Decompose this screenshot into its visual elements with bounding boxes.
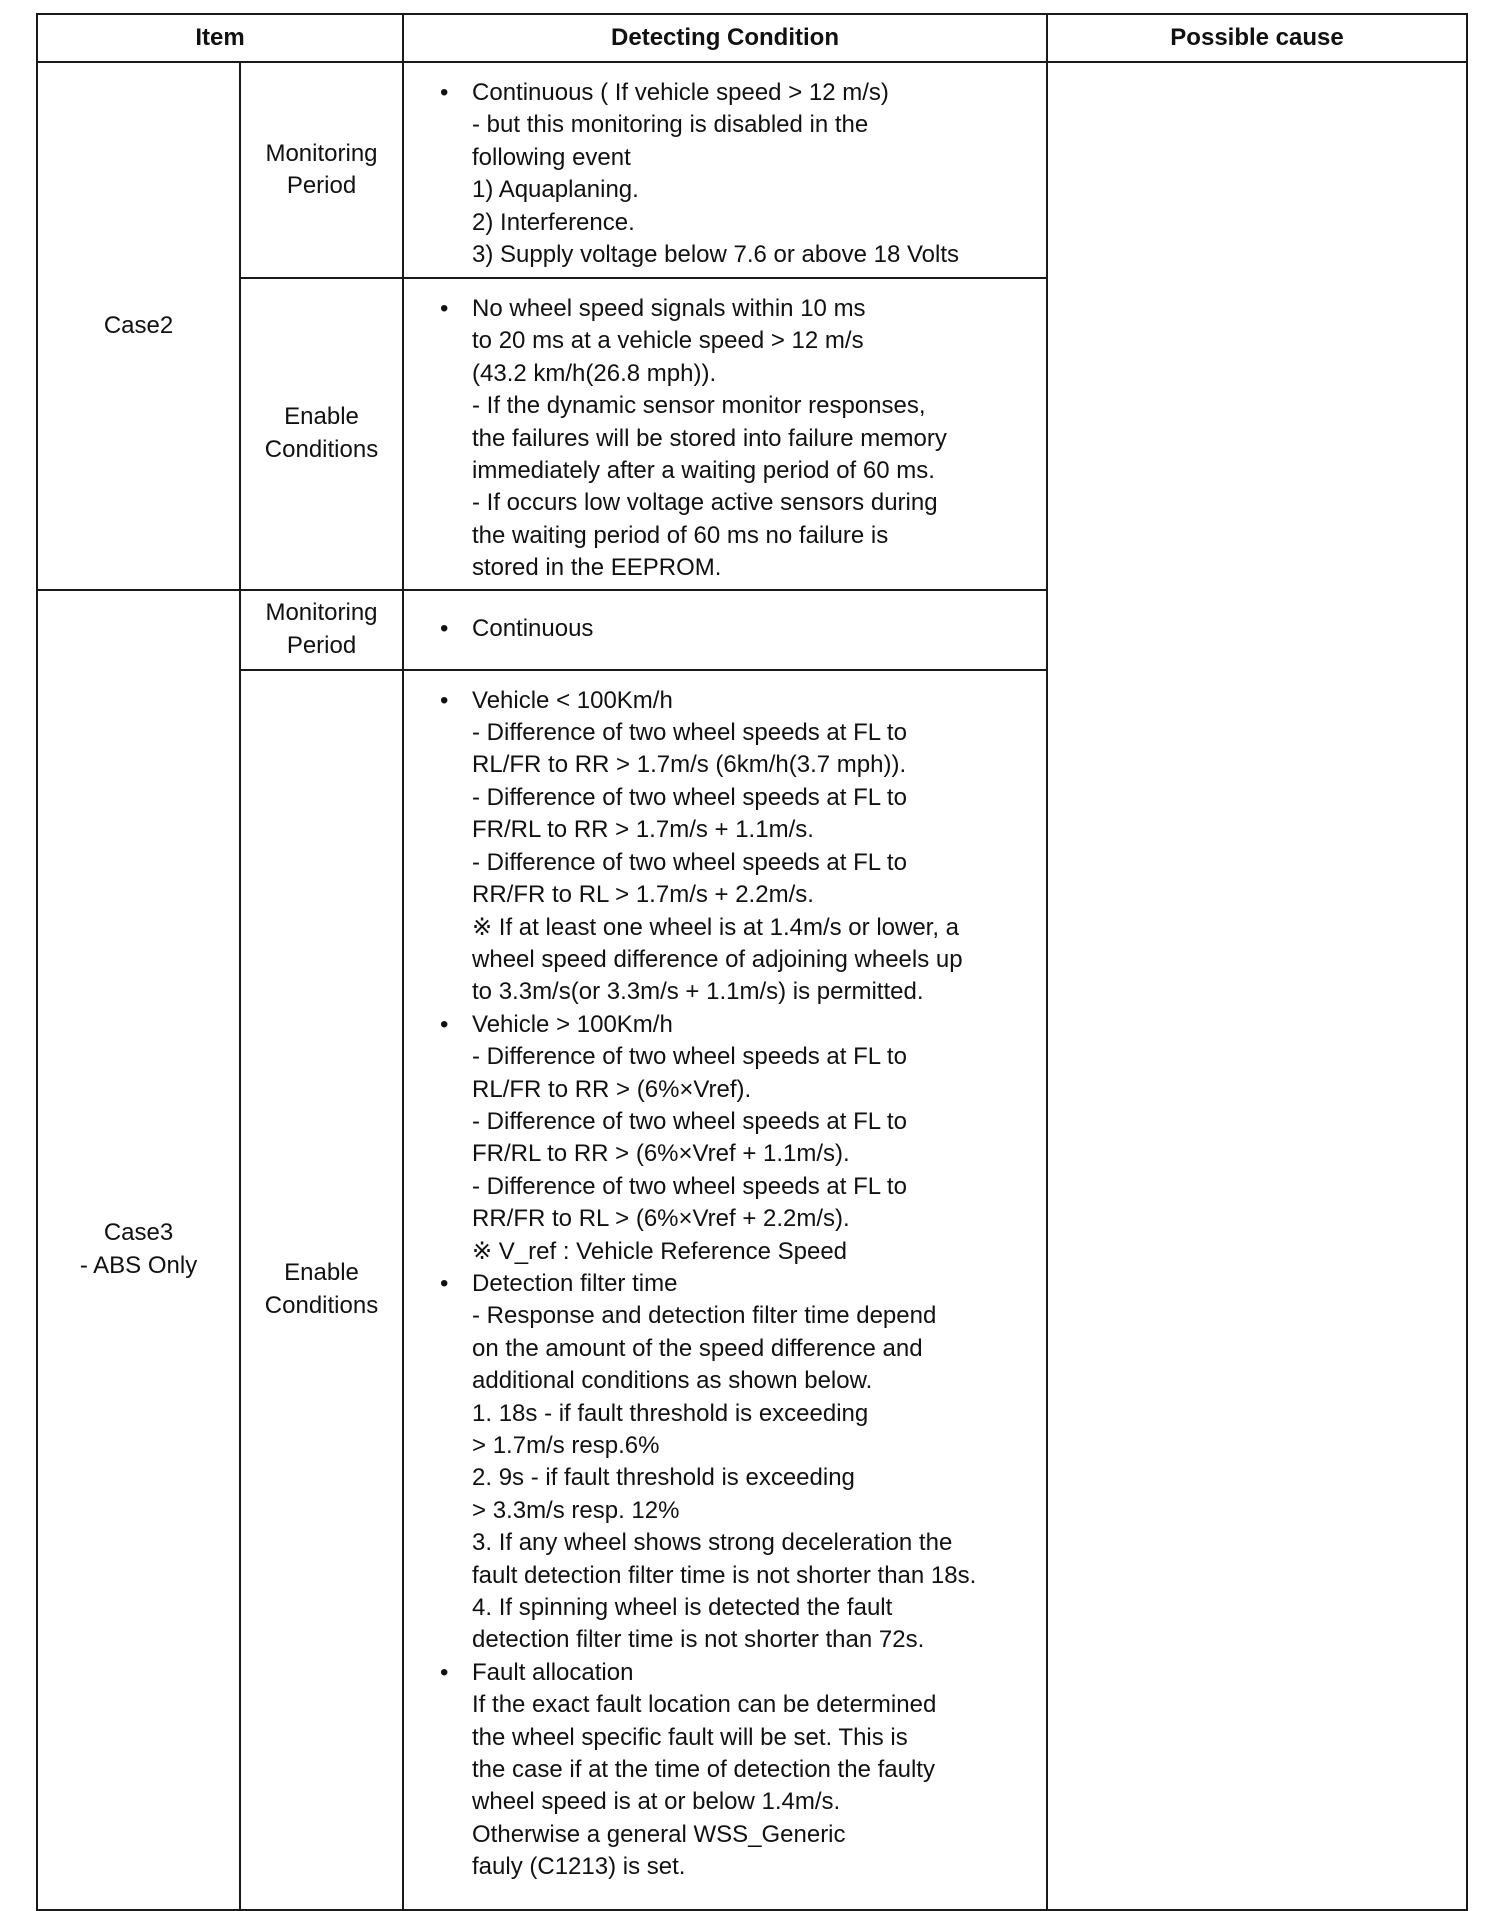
case2-enable-label bbox=[240, 278, 403, 590]
label-line: Monitoring bbox=[265, 599, 378, 627]
condition-line: - Difference of two wheel speeds at FL to bbox=[472, 1107, 907, 1135]
case3-label bbox=[37, 590, 240, 1910]
condition-line: RL/FR to RR > (6%×Vref). bbox=[472, 1075, 752, 1103]
case2-monitoring-label bbox=[240, 62, 403, 278]
header-possible-cause: Possible cause bbox=[1047, 14, 1467, 62]
condition-line: following event bbox=[472, 143, 631, 171]
label-line: Conditions bbox=[264, 1291, 379, 1319]
condition-line: ※ V_ref : Vehicle Reference Speed bbox=[472, 1237, 848, 1265]
case2-monitoring-condition bbox=[403, 62, 1047, 278]
condition-line: the failures will be stored into failure memory bbox=[472, 424, 947, 452]
condition-line: on the amount of the speed difference and bbox=[472, 1334, 923, 1362]
condition-line: - Difference of two wheel speeds at FL to bbox=[472, 719, 907, 747]
case2-label: Case2 bbox=[37, 62, 240, 590]
detecting-condition-table bbox=[36, 13, 1468, 1911]
condition-line: fault detection filter time is not shorter than 18s. bbox=[472, 1561, 977, 1589]
possible-cause-cell bbox=[1047, 62, 1467, 1910]
condition-line: 4. If spinning wheel is detected the fault bbox=[472, 1594, 893, 1622]
condition-line: 1) Aquaplaning. bbox=[472, 176, 639, 204]
condition-line: to 3.3m/s(or 3.3m/s + 1.1m/s) is permitted. bbox=[472, 978, 924, 1006]
label-line: Period bbox=[286, 631, 357, 659]
condition-line: wheel speed difference of adjoining wheels up bbox=[472, 945, 963, 973]
condition-line: RL/FR to RR > 1.7m/s (6km/h(3.7 mph)). bbox=[472, 751, 907, 779]
condition-line: If the exact fault location can be determined bbox=[472, 1691, 937, 1719]
condition-line: (43.2 km/h(26.8 mph)). bbox=[472, 359, 717, 387]
label-line: Monitoring bbox=[265, 139, 378, 167]
header-detecting-condition: Detecting Condition bbox=[403, 14, 1047, 62]
label-line: Enable bbox=[284, 403, 359, 431]
condition-line: - Difference of two wheel speeds at FL to bbox=[472, 783, 907, 811]
label-line: Enable bbox=[284, 1259, 359, 1287]
condition-line: stored in the EEPROM. bbox=[472, 554, 722, 582]
condition-line: additional conditions as shown below. bbox=[472, 1367, 873, 1395]
condition-line: • Continuous ( If vehicle speed > 12 m/s) bbox=[472, 79, 889, 106]
condition-block bbox=[438, 77, 1038, 271]
condition-line: - Difference of two wheel speeds at FL to bbox=[472, 848, 907, 876]
condition-line: • Vehicle > 100Km/h bbox=[472, 1010, 673, 1038]
label-line: - ABS Only bbox=[79, 1251, 198, 1279]
condition-line: 2. 9s - if fault threshold is exceeding bbox=[472, 1464, 855, 1492]
condition-line: • Continuous bbox=[472, 615, 594, 643]
condition-block bbox=[438, 1009, 1038, 1268]
condition-line: RR/FR to RL > 1.7m/s + 2.2m/s. bbox=[472, 881, 814, 909]
case3-monitoring-condition bbox=[403, 590, 1047, 670]
condition-line: - Difference of two wheel speeds at FL to bbox=[472, 1172, 907, 1200]
condition-line: detection filter time is not shorter than 72s. bbox=[472, 1626, 925, 1654]
condition-line: - Difference of two wheel speeds at FL to bbox=[472, 1043, 907, 1071]
condition-line: 3. If any wheel shows strong deceleration the bbox=[472, 1529, 953, 1557]
condition-line: RR/FR to RL > (6%×Vref + 2.2m/s). bbox=[472, 1205, 850, 1233]
condition-line: 2) Interference. bbox=[472, 208, 635, 236]
condition-block bbox=[438, 293, 1038, 585]
condition-block bbox=[438, 613, 1038, 645]
label-line: Case3 bbox=[103, 1219, 174, 1247]
condition-line: FR/RL to RR > (6%×Vref + 1.1m/s). bbox=[472, 1140, 850, 1168]
condition-line: - but this monitoring is disabled in the bbox=[472, 111, 869, 139]
condition-line: FR/RL to RR > 1.7m/s + 1.1m/s. bbox=[472, 816, 814, 844]
case3-enable-label bbox=[240, 670, 403, 1910]
condition-line: wheel speed is at or below 1.4m/s. bbox=[472, 1788, 841, 1816]
condition-line: > 3.3m/s resp. 12% bbox=[472, 1496, 680, 1524]
condition-line: - Response and detection filter time depend bbox=[472, 1302, 937, 1330]
case2-monitoring-row bbox=[37, 62, 1467, 278]
label-line: Conditions bbox=[264, 435, 379, 463]
condition-line: 3) Supply voltage below 7.6 or above 18 Volts bbox=[472, 241, 959, 269]
condition-block bbox=[438, 685, 1038, 1009]
label-line: Period bbox=[286, 172, 357, 199]
condition-line: > 1.7m/s resp.6% bbox=[472, 1432, 660, 1459]
condition-line: the waiting period of 60 ms no failure is bbox=[472, 521, 889, 549]
condition-line: ※ If at least one wheel is at 1.4m/s or lower, a bbox=[472, 913, 960, 941]
header-item: Item bbox=[37, 14, 403, 62]
case3-monitoring-label bbox=[240, 590, 403, 670]
case2-enable-condition bbox=[403, 278, 1047, 590]
condition-line: Otherwise a general WSS_Generic bbox=[472, 1820, 846, 1848]
case3-enable-condition bbox=[403, 670, 1047, 1910]
table-header-row bbox=[37, 14, 1467, 62]
condition-line: • Detection filter time bbox=[472, 1269, 678, 1297]
condition-line: the wheel specific fault will be set. This is bbox=[472, 1723, 908, 1751]
condition-line: • Fault allocation bbox=[472, 1658, 634, 1686]
condition-line: fauly (C1213) is set. bbox=[472, 1853, 686, 1881]
condition-block bbox=[438, 1657, 1038, 1884]
condition-line: immediately after a waiting period of 60 ms. bbox=[472, 457, 935, 485]
condition-line: • No wheel speed signals within 10 ms bbox=[472, 295, 866, 322]
condition-line: - If the dynamic sensor monitor responses, bbox=[472, 392, 926, 420]
condition-line: to 20 ms at a vehicle speed > 12 m/s bbox=[472, 327, 864, 355]
condition-line: - If occurs low voltage active sensors during bbox=[472, 489, 938, 517]
condition-line: 1. 18s - if fault threshold is exceeding bbox=[472, 1399, 869, 1427]
condition-line: • Vehicle < 100Km/h bbox=[472, 686, 673, 714]
condition-block bbox=[438, 1268, 1038, 1657]
condition-line: the case if at the time of detection the faulty bbox=[472, 1756, 935, 1784]
